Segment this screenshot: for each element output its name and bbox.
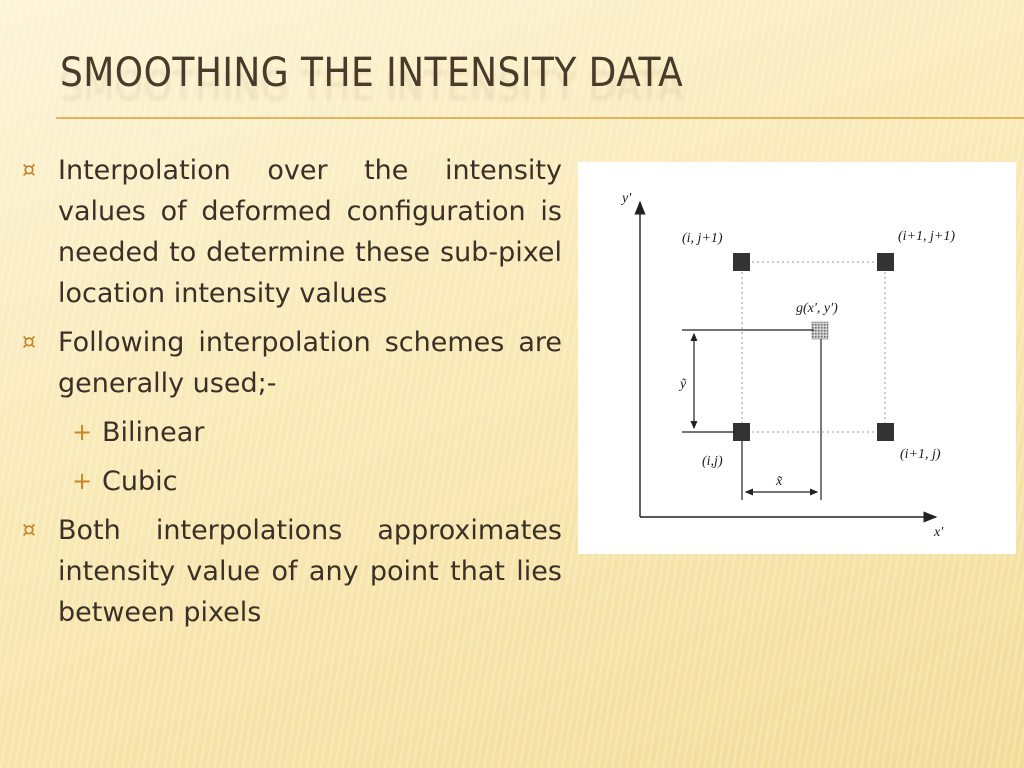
interpolation-diagram bbox=[578, 162, 1016, 554]
x-axis-label: x' bbox=[934, 525, 944, 540]
point-label: g(x', y') bbox=[796, 301, 838, 316]
pixel-label: (i+1, j+1) bbox=[898, 229, 955, 244]
pixel-label: (i, j+1) bbox=[682, 231, 723, 246]
sub-bullet-item bbox=[22, 412, 562, 453]
sub-bullet-text: Cubic bbox=[102, 466, 178, 497]
bullet-marker-icon: ¤ bbox=[22, 518, 36, 543]
bullet-marker-icon: ¤ bbox=[22, 330, 36, 355]
bullet-item bbox=[22, 322, 562, 404]
pixel-label: (i,j) bbox=[702, 454, 723, 469]
bullet-list bbox=[22, 150, 562, 641]
bullet-marker-icon: ¤ bbox=[22, 158, 36, 183]
pixel-marker bbox=[733, 253, 750, 271]
dy-label: ỹ bbox=[680, 377, 687, 392]
y-axis-label: y' bbox=[622, 191, 632, 206]
bullet-item bbox=[22, 510, 562, 633]
bullet-text: Following interpolation schemes are generally used;- bbox=[58, 327, 562, 399]
plus-marker-icon: + bbox=[72, 418, 93, 446]
subpixel-point bbox=[812, 322, 828, 339]
pixel-label: (i+1, j) bbox=[900, 447, 941, 462]
bullet-item bbox=[22, 150, 562, 314]
pixel-marker bbox=[877, 253, 894, 271]
slide-title: SMOOTHING THE INTENSITY DATA bbox=[60, 50, 684, 96]
sub-bullet-item bbox=[22, 461, 562, 502]
dx-label: x̃ bbox=[776, 474, 783, 489]
interpolation-diagram-svg bbox=[578, 162, 1016, 554]
sub-bullet-text: Bilinear bbox=[102, 417, 205, 448]
bullet-text: Both interpolations approximates intensity value of any point that lies between pixels bbox=[58, 515, 562, 628]
pixel-marker bbox=[877, 423, 894, 441]
title-divider bbox=[56, 117, 1024, 119]
bullet-text: Interpolation over the intensity values of deformed configuration is needed to determine these sub-pixel location intensity values bbox=[58, 155, 562, 309]
plus-marker-icon: + bbox=[72, 467, 93, 495]
